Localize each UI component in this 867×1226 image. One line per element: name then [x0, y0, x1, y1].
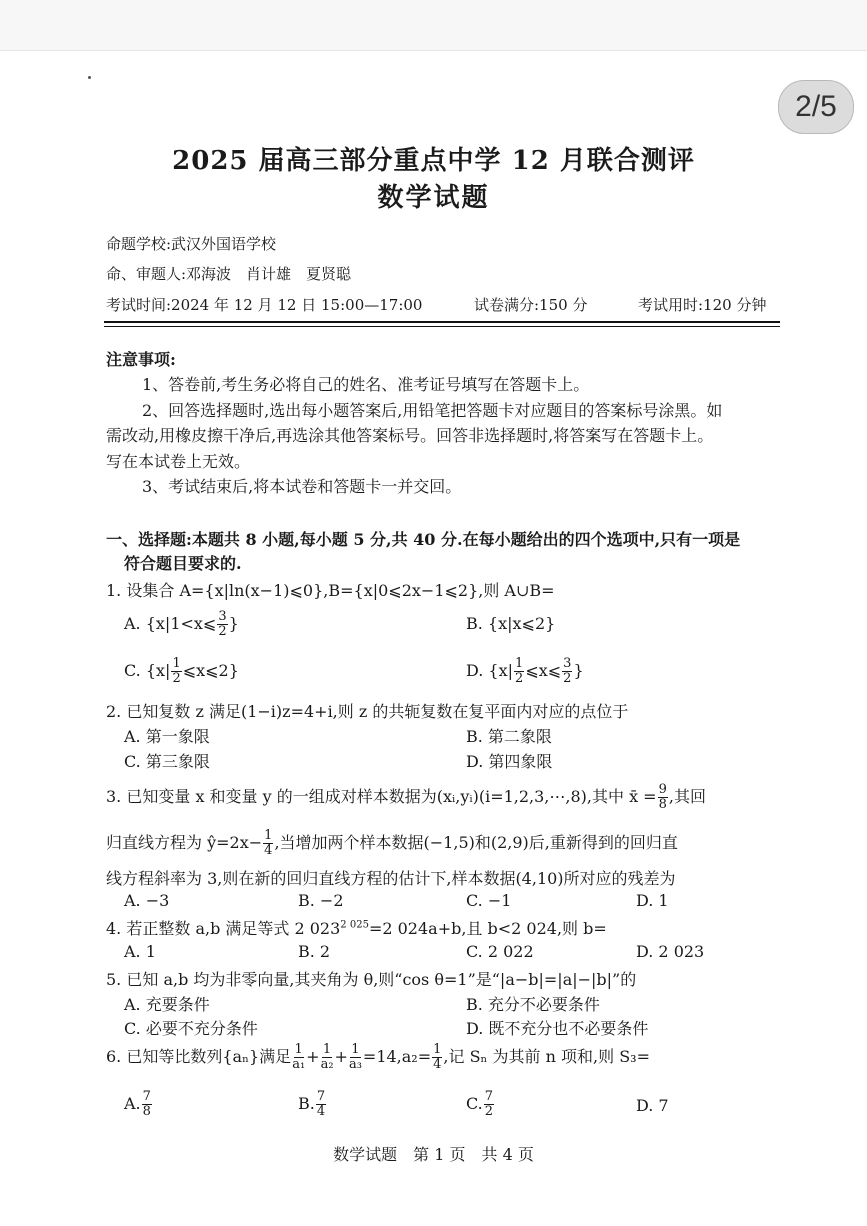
- notice-heading: 注意事项:: [106, 350, 176, 369]
- q1-d-mid: ⩽x⩽: [525, 661, 562, 680]
- q6-f1-den: a₁: [292, 1057, 306, 1072]
- q4-option-a: A. 1: [124, 942, 156, 961]
- notice-item-2b: 需改动,用橡皮擦干净后,再选涂其他答案标号。回答非选择题时,将答案写在答题卡上。: [106, 426, 714, 445]
- q5-option-d: D. 既不充分也不必要条件: [466, 1019, 649, 1038]
- meta-duration: 考试用时:120 分钟: [638, 296, 767, 314]
- meta-time: 考试时间:2024 年 12 月 12 日 15:00—17:00: [106, 296, 423, 314]
- q6-a-num: 7: [142, 1089, 151, 1104]
- q3-line-3: 线方程斜率为 3,则在新的回归直线方程的估计下,样本数据(4,10)所对应的残差为: [106, 869, 676, 888]
- notice-item-2a: 2、回答选择题时,选出每小题答案后,用铅笔把答题卡对应题目的答案标号涂黑。如: [142, 401, 723, 420]
- q3-option-b: B. −2: [298, 891, 344, 910]
- q1-a-num: 3: [218, 609, 227, 624]
- q6-a-pre: A.: [124, 1094, 141, 1113]
- q6-c-den: 2: [484, 1104, 494, 1119]
- q3-l2-frac: [263, 829, 273, 858]
- q1-d-den1: 2: [515, 671, 524, 686]
- q1-stem: 1. 设集合 A={x|ln(x−1)⩽0},B={x|0⩽2x−1⩽2},则 A∪B=: [106, 581, 555, 600]
- q6-option-b: [298, 1090, 327, 1119]
- page-footer: 数学试题 第 1 页 共 4 页: [333, 1145, 534, 1164]
- q6-b-frac: [316, 1090, 326, 1119]
- q1-c-den: 2: [172, 671, 181, 686]
- q4-option-b: B. 2: [298, 942, 331, 961]
- q4-stem-post: =2 024a+b,且 b<2 024,则 b=: [368, 919, 607, 938]
- q3-l1-num: 9: [658, 782, 667, 797]
- q1-option-a: [124, 610, 239, 639]
- q6-stem-mid: =14,a₂=: [362, 1047, 432, 1066]
- q5-option-a: A. 充要条件: [124, 995, 210, 1014]
- q6-f3-num: 1: [351, 1042, 360, 1057]
- q6-stem-post: ,记 Sₙ 为其前 n 项和,则 S₃=: [443, 1047, 650, 1066]
- q2-option-a: A. 第一象限: [124, 727, 210, 746]
- q1-a-frac: [217, 610, 227, 639]
- q1-d-post: }: [573, 661, 584, 680]
- q2-stem: 2. 已知复数 z 满足(1−i)z=4+i,则 z 的共轭复数在复平面内对应的点位于: [106, 702, 629, 721]
- q4-stem-pre: 4. 若正整数 a,b 满足等式 2 023: [106, 919, 341, 938]
- notice-item-3: 3、考试结束后,将本试卷和答题卡一并交回。: [142, 477, 462, 496]
- q6-f4-den: 4: [433, 1057, 442, 1072]
- q3-l2-post: ,当增加两个样本数据(−1,5)和(2,9)后,重新得到的回归直: [274, 833, 678, 852]
- q3-option-c: C. −1: [466, 891, 512, 910]
- q6-plus-2: +: [334, 1047, 348, 1066]
- q1-option-d: [466, 657, 584, 686]
- notice-item-2c: 写在本试卷上无效。: [106, 452, 251, 471]
- q1-c-post: ⩽x⩽2}: [182, 661, 239, 680]
- q4-stem: [106, 916, 607, 939]
- q3-l1-pre: 3. 已知变量 x 和变量 y 的一组成对样本数据为(xᵢ,yᵢ)(i=1,2,3,⋯,8),其中 x̄ =: [106, 787, 657, 806]
- section-heading-1: 一、选择题:本题共 8 小题,每小题 5 分,共 40 分.在每小题给出的四个选项中,只有一项是: [106, 530, 741, 549]
- q1-a-post: }: [228, 614, 239, 633]
- q1-d-pre: D. {x|: [466, 661, 514, 680]
- q6-f1-num: 1: [294, 1042, 303, 1057]
- q6-frac-3: [349, 1043, 362, 1072]
- q3-l2-num: 1: [264, 828, 273, 843]
- q6-f3-den: a₃: [348, 1057, 362, 1072]
- q6-f2-num: 1: [322, 1042, 332, 1057]
- q1-d-frac2: [562, 657, 572, 686]
- q6-option-d: D. 7: [636, 1096, 669, 1115]
- q1-d-num2: 3: [563, 656, 572, 671]
- q6-frac-1: [292, 1043, 305, 1072]
- q3-option-d: D. 1: [636, 891, 669, 910]
- q1-c-pre: C. {x|: [124, 661, 171, 680]
- q6-stem-pre: 6. 已知等比数列{aₙ}满足: [106, 1047, 292, 1066]
- q6-b-num: 7: [316, 1089, 326, 1104]
- q3-l2-pre: 归直线方程为 ŷ=2x−: [106, 833, 263, 852]
- q2-option-b: B. 第二象限: [466, 727, 552, 746]
- q6-plus-1: +: [306, 1047, 320, 1066]
- q1-d-frac1: [514, 657, 524, 686]
- q4-exponent: 2 025: [340, 919, 369, 931]
- q1-a-den: 2: [218, 624, 227, 639]
- notice-item-1: 1、答卷前,考生务必将自己的姓名、准考证号填写在答题卡上。: [142, 375, 590, 394]
- q6-frac-4: [432, 1043, 442, 1072]
- q3-l1-frac: [658, 783, 668, 812]
- q3-line-1: [106, 783, 706, 812]
- speck-mark: [88, 76, 91, 79]
- exam-title: 2025 届高三部分重点中学 12 月联合测评: [172, 146, 695, 176]
- page-indicator-badge[interactable]: 2/5: [778, 80, 854, 134]
- q3-option-a: A. −3: [124, 891, 170, 910]
- q1-d-num1: 1: [515, 656, 524, 671]
- q1-c-frac: [171, 657, 181, 686]
- q6-b-den: 4: [316, 1104, 326, 1119]
- meta-school: 命题学校:武汉外国语学校: [106, 235, 277, 253]
- header-rule-thin: [104, 326, 780, 327]
- q5-option-b: B. 充分不必要条件: [466, 995, 600, 1014]
- q1-d-den2: 2: [563, 671, 572, 686]
- q3-l1-den: 8: [658, 797, 667, 812]
- q1-option-c: [124, 657, 239, 686]
- q6-stem: [106, 1043, 650, 1072]
- q6-a-frac: [142, 1090, 152, 1119]
- q3-line-2: [106, 829, 678, 858]
- q6-f2-den: a₂: [320, 1057, 334, 1072]
- q3-l2-den: 4: [264, 843, 273, 858]
- q2-option-c: C. 第三象限: [124, 752, 210, 771]
- header-rule-thick: [104, 321, 780, 323]
- meta-authors: 命、审题人:邓海波 肖计雄 夏贤聪: [106, 265, 352, 283]
- q3-l1-post: ,其回: [668, 787, 706, 806]
- q6-frac-2: [321, 1043, 334, 1072]
- q6-f4-num: 1: [433, 1042, 442, 1057]
- viewer-top-bar: [0, 0, 867, 51]
- q6-option-a: [124, 1090, 153, 1119]
- q5-option-c: C. 必要不充分条件: [124, 1019, 258, 1038]
- q2-option-d: D. 第四象限: [466, 752, 553, 771]
- meta-score: 试卷满分:150 分: [474, 296, 588, 314]
- q6-c-pre: C.: [466, 1094, 483, 1113]
- q1-option-b: B. {x|x⩽2}: [466, 614, 556, 633]
- exam-subtitle: 数学试题: [377, 183, 490, 213]
- q6-c-num: 7: [484, 1089, 494, 1104]
- section-heading-2: 符合题目要求的.: [124, 554, 242, 573]
- q6-a-den: 8: [142, 1104, 151, 1119]
- q4-option-d: D. 2 023: [636, 942, 705, 961]
- q6-c-frac: [484, 1090, 494, 1119]
- q1-a-pre: A. {x|1<x⩽: [124, 614, 217, 633]
- q1-c-num: 1: [172, 656, 181, 671]
- q4-option-c: C. 2 022: [466, 942, 534, 961]
- q6-option-c: [466, 1090, 495, 1119]
- q6-b-pre: B.: [298, 1094, 315, 1113]
- q5-stem: 5. 已知 a,b 均为非零向量,其夹角为 θ,则“cos θ=1”是“|a−b|=|a|−|b|”的: [106, 970, 637, 989]
